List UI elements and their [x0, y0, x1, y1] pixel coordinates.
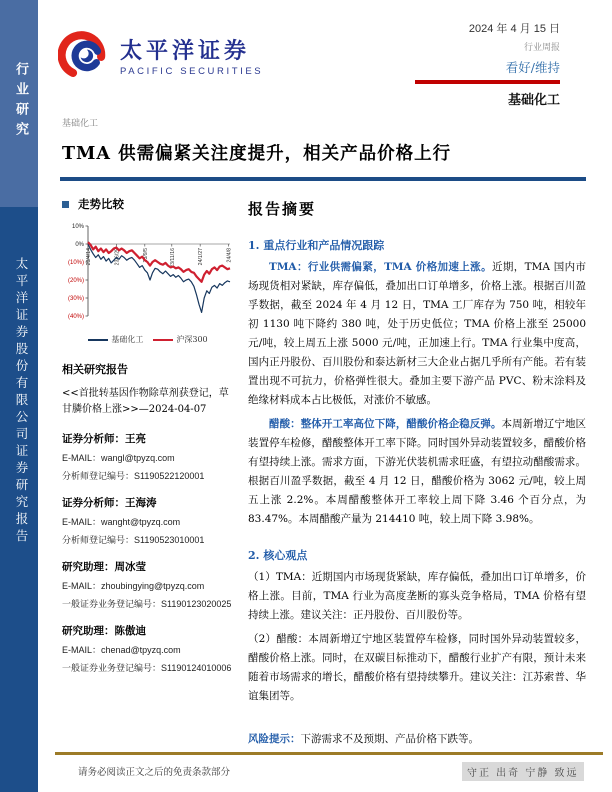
viewpoint-1: （1）TMA：近期国内市场现货紧缺，库存偏低，叠加出口订单增多，价格上涨。目前，TMA 行业为高度垄断的寡头竞争格局，TMA 价格有望持续上涨。建议关注：正丹股份、百川股份等。 [248, 571, 586, 621]
paragraph-tma-lead: TMA：行业供需偏紧，TMA 价格加速上涨。 [269, 261, 492, 273]
section2-title: 2. 核心观点 [248, 549, 308, 562]
svg-text:24/4/8: 24/4/8 [226, 248, 233, 263]
report-title: TMA 供需偏紧关注度提升，相关产品价格上行 [62, 144, 452, 164]
related-reports-heading: 相关研究报告 [62, 363, 128, 376]
paragraph-acetic [248, 415, 586, 529]
analyst-2-email[interactable]: E-MAIL：wanght@tpyzq.com [62, 517, 181, 527]
brand-name-en: PACIFIC SECURITIES [120, 65, 264, 77]
section-bullet-icon [62, 201, 69, 208]
left-column [62, 196, 234, 674]
analyst-2-name-line: 证券分析师：王海涛 [62, 497, 157, 509]
trend-chart [62, 220, 234, 332]
svg-text:23/11/16: 23/11/16 [169, 248, 176, 268]
paragraph-tma [248, 258, 586, 410]
svg-text:23/4/14: 23/4/14 [86, 248, 92, 266]
svg-text:23/9/5: 23/9/5 [142, 248, 149, 263]
assistant-1-name-line: 研究助理：周冰莹 [62, 561, 146, 573]
brand-logo [58, 26, 263, 84]
summary-column [248, 198, 586, 749]
sidebar-label-company-report: 太平洋证券股份有限公司证券研究报告 [14, 257, 29, 546]
report-date: 2024 年 4 月 15 日 [468, 23, 560, 35]
brand-name-cn: 太平洋证券 [120, 37, 251, 64]
risk-lead: 风险提示： [248, 733, 301, 745]
industry-name: 基础化工 [507, 92, 560, 108]
report-type: 行业周报 [523, 42, 560, 52]
trend-section-title: 走势比较 [78, 197, 124, 211]
sidebar-band-industry-research [0, 0, 38, 207]
legend-line-icon-industry [88, 339, 108, 341]
assistant-2-email[interactable]: E-MAIL：chenad@tpyzq.com [62, 645, 181, 655]
assistant-1-reg-number: 一般证券业务登记编号：S1190123020025 [62, 599, 232, 609]
analyst-1-reg-number: 分析师登记编号：S1190522120001 [62, 471, 205, 481]
svg-text:(20%): (20%) [67, 278, 84, 284]
svg-text:24/1/27: 24/1/27 [198, 248, 205, 266]
paragraph-tma-body: 近期，TMA 国内市场现货相对紧缺，库存偏低，叠加出口订单增多，价格上涨。根据百川盈孚数据，截至 2024 年 4 月 12 日，TMA 工厂库存为 750 吨，相较年初 1130 吨下降约 380 吨，处于历史低位；TMA 价格上涨至 25000 元/吨，较上周五上涨 5000 元/吨，正加速上行。TMA 行业集中度高，国内正丹股份、百川股份和泰达新材三大企业占据几乎所有产能。若有装置出现不可抗力，价格弹性很大。叠加主要下游产品 PVC、粉末涂料及绝缘材料成本占比极低，对涨价不敏感。 [248, 261, 586, 406]
legend-label-industry: 基础化工 [111, 335, 144, 344]
svg-text:(40%): (40%) [67, 314, 84, 320]
svg-text:(30%): (30%) [67, 296, 84, 302]
risk-paragraph [248, 730, 586, 749]
svg-text:23/6/25: 23/6/25 [114, 248, 121, 266]
rating-divider [415, 80, 560, 84]
summary-heading: 报告摘要 [248, 200, 317, 218]
legend-line-icon-hs300 [153, 339, 173, 341]
footer-motto: 守正 出奇 宁静 致远 [462, 762, 584, 781]
section1-title: 1. 重点行业和产品情况跟踪 [248, 239, 385, 252]
chart-legend [62, 334, 234, 345]
svg-text:(10%): (10%) [67, 260, 84, 266]
legend-item-industry [88, 334, 143, 345]
svg-text:10%: 10% [71, 224, 84, 230]
category-label: 基础化工 [62, 118, 99, 128]
legend-item-hs300 [153, 334, 207, 345]
paragraph-acetic-body: 本周新增辽宁地区装置停车检修，醋酸整体开工率下降。同时国外异动装置较多，醋酸价格有望持续上涨。需求方面，下游光伏装机需求旺盛，有望拉动醋酸需求。根据百川盈孚数据，截至 4 月 12 日，醋酸价格为 3062 元/吨，较上周五上涨 2.2%。本周醋酸整体开工率较上周下降 3.46 个百分点，为 83.47%。本周醋酸产量为 214410 吨，较上周下降 3.98%。 [248, 418, 587, 525]
legend-label-hs300: 沪深300 [176, 335, 208, 344]
title-divider [60, 177, 586, 181]
header-meta [360, 20, 560, 108]
assistant-1-email[interactable]: E-MAIL：zhoubingying@tpyzq.com [62, 581, 205, 591]
trend-section-header [62, 196, 234, 212]
analyst-2-reg-number: 分析师登记编号：S1190523010001 [62, 535, 205, 545]
assistant-2-name-line: 研究助理：陈傲迪 [62, 625, 146, 637]
svg-text:0%: 0% [75, 242, 84, 248]
industry-rating: 看好/维持 [505, 60, 560, 75]
left-sidebar [0, 0, 38, 792]
related-report-link[interactable]: <<首批转基因作物除草剂获登记，草甘膦价格上涨>>—2024-04-07 [62, 388, 229, 415]
analyst-1-name-line: 证券分析师：王亮 [62, 433, 146, 445]
sidebar-band-company [0, 207, 38, 792]
viewpoint-2: （2）醋酸：本周新增辽宁地区装置停车检修，同时国外异动装置较多，醋酸价格上涨。同时，在双碳目标推动下，醋酸行业扩产有限，预计未来随着市场需求的增长，醋酸价格有望持续攀升。建议关注：江苏索普、华谊集团等。 [248, 633, 586, 702]
paragraph-acetic-lead: 醋酸：整体开工率高位下降，醋酸价格企稳反弹。 [269, 418, 502, 430]
assistant-2-reg-number: 一般证券业务登记编号：S1190124010006 [62, 663, 232, 673]
footer-divider [55, 752, 603, 755]
pacific-securities-logo-icon [58, 26, 112, 84]
analyst-1-email[interactable]: E-MAIL：wangl@tpyzq.com [62, 453, 175, 463]
footer-disclaimer: 请务必阅读正文之后的免责条款部分 [78, 767, 231, 778]
risk-body: 下游需求不及预期、产品价格下跌等。 [300, 733, 479, 745]
sidebar-label-industry-research: 行业研究 [13, 62, 28, 142]
